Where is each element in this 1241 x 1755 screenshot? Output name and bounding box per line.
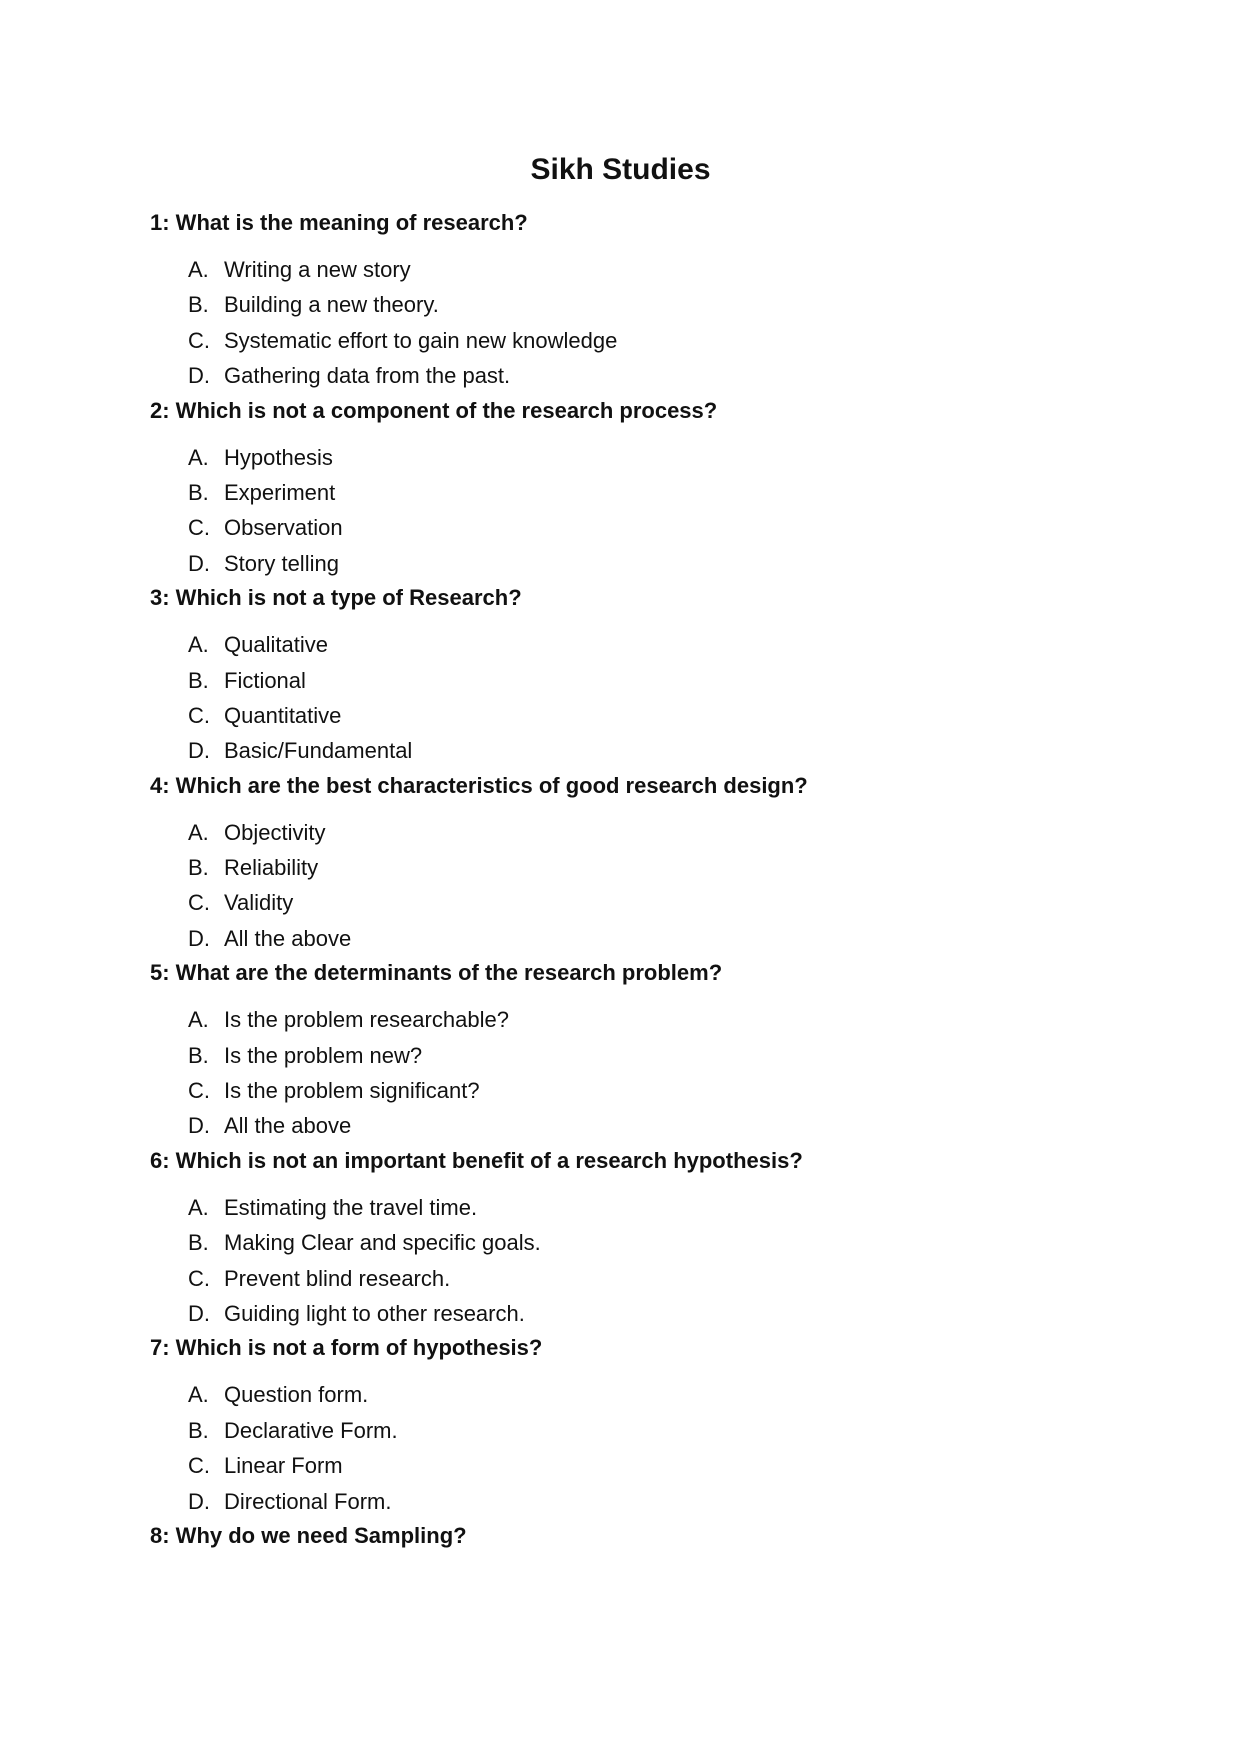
option-a [150, 440, 1150, 475]
option-text: All the above [224, 1113, 352, 1139]
option-c [150, 510, 1150, 545]
option-d [150, 1108, 1150, 1143]
option-c [150, 698, 1150, 733]
option-list [150, 1377, 1150, 1519]
option-text: Basic/Fundamental [224, 738, 413, 764]
option-a [150, 1002, 1150, 1037]
option-text: Is the problem new? [224, 1042, 423, 1068]
option-c [150, 885, 1150, 920]
option-letter: A. [188, 1007, 209, 1033]
question-7 [150, 1331, 1150, 1519]
option-text: Is the problem significant? [224, 1078, 480, 1104]
option-text: Directional Form. [224, 1488, 392, 1514]
option-d [150, 921, 1150, 956]
option-text: Fictional [224, 667, 306, 693]
option-text: Declarative Form. [224, 1417, 398, 1443]
option-text: Qualitative [224, 632, 328, 658]
option-letter: B. [188, 1417, 209, 1443]
option-c [150, 1073, 1150, 1108]
option-letter: D. [188, 1300, 210, 1326]
option-letter: C. [188, 702, 210, 728]
option-text: Gathering data from the past. [224, 363, 511, 389]
option-letter: C. [188, 515, 210, 541]
question-text: 6: Which is not an important benefit of a research hypothesis? [150, 1147, 803, 1173]
option-text: Writing a new story [224, 257, 411, 282]
question-text: 4: Which are the best characteristics of good research design? [150, 772, 808, 798]
option-text: Linear Form [224, 1453, 343, 1479]
option-d [150, 358, 1150, 393]
option-letter: D. [188, 1488, 210, 1514]
option-text: Systematic effort to gain new knowledge [224, 327, 618, 353]
option-letter: D. [188, 363, 210, 389]
option-letter: B. [188, 292, 209, 318]
option-b [150, 1038, 1150, 1073]
document-title: Sikh Studies [530, 153, 711, 186]
option-d [150, 1484, 1150, 1519]
question-5 [150, 956, 1150, 1144]
option-text: Objectivity [224, 819, 326, 845]
option-letter: C. [188, 1265, 210, 1291]
option-letter: C. [188, 1078, 210, 1104]
question-text: 7: Which is not a form of hypothesis? [150, 1335, 543, 1361]
option-letter: D. [188, 550, 210, 576]
question-2 [150, 394, 1150, 582]
option-text: Is the problem researchable? [224, 1007, 509, 1033]
option-letter: B. [188, 667, 209, 693]
option-d [150, 1296, 1150, 1331]
question-text: 1: What is the meaning of research? [150, 210, 528, 235]
option-b [150, 1225, 1150, 1260]
option-b [150, 287, 1150, 322]
option-b [150, 1413, 1150, 1448]
option-text: All the above [224, 925, 352, 951]
option-text: Question form. [224, 1382, 369, 1408]
option-letter: B. [188, 479, 209, 505]
option-list [150, 440, 1150, 582]
option-c [150, 1261, 1150, 1296]
option-letter: D. [188, 925, 210, 951]
option-list [150, 1002, 1150, 1144]
option-text: Story telling [224, 550, 339, 576]
question-text: 5: What are the determinants of the research problem? [150, 960, 723, 986]
option-a [150, 252, 1150, 287]
option-d [150, 546, 1150, 581]
question-1 [150, 206, 1150, 394]
option-b [150, 475, 1150, 510]
question-text: 8: Why do we need Sampling? [150, 1522, 467, 1548]
option-list [150, 627, 1150, 769]
option-c [150, 1448, 1150, 1483]
option-a [150, 1377, 1150, 1412]
option-text: Hypothesis [224, 444, 333, 470]
question-8 [150, 1519, 1150, 1553]
question-list [150, 206, 1150, 1565]
option-letter: C. [188, 1453, 210, 1479]
option-text: Observation [224, 515, 343, 541]
option-text: Making Clear and specific goals. [224, 1230, 541, 1256]
option-text: Validity [224, 890, 294, 916]
option-letter: B. [188, 855, 209, 881]
option-letter: C. [188, 327, 210, 353]
option-letter: A. [188, 1194, 209, 1220]
option-b [150, 663, 1150, 698]
option-d [150, 733, 1150, 768]
option-text: Guiding light to other research. [224, 1300, 525, 1326]
option-text: Prevent blind research. [224, 1265, 451, 1291]
option-letter: A. [188, 257, 209, 282]
option-text: Building a new theory. [224, 292, 439, 318]
option-list [150, 252, 1150, 394]
option-list [150, 1190, 1150, 1332]
option-text: Reliability [224, 855, 319, 881]
option-list [150, 815, 1150, 957]
option-letter: B. [188, 1230, 209, 1256]
option-letter: A. [188, 819, 209, 845]
option-letter: A. [188, 444, 209, 470]
question-4 [150, 769, 1150, 957]
question-text: 3: Which is not a type of Research? [150, 585, 522, 611]
option-c [150, 323, 1150, 358]
option-text: Quantitative [224, 702, 342, 728]
option-letter: D. [188, 738, 210, 764]
question-3 [150, 581, 1150, 769]
option-letter: D. [188, 1113, 210, 1139]
option-a [150, 815, 1150, 850]
option-b [150, 850, 1150, 885]
option-letter: A. [188, 1382, 209, 1408]
question-text: 2: Which is not a component of the research process? [150, 397, 718, 423]
option-letter: B. [188, 1042, 209, 1068]
option-letter: A. [188, 632, 209, 658]
question-6 [150, 1144, 1150, 1332]
option-text: Experiment [224, 479, 336, 505]
option-a [150, 1190, 1150, 1225]
option-letter: C. [188, 890, 210, 916]
option-text: Estimating the travel time. [224, 1194, 478, 1220]
option-a [150, 627, 1150, 662]
